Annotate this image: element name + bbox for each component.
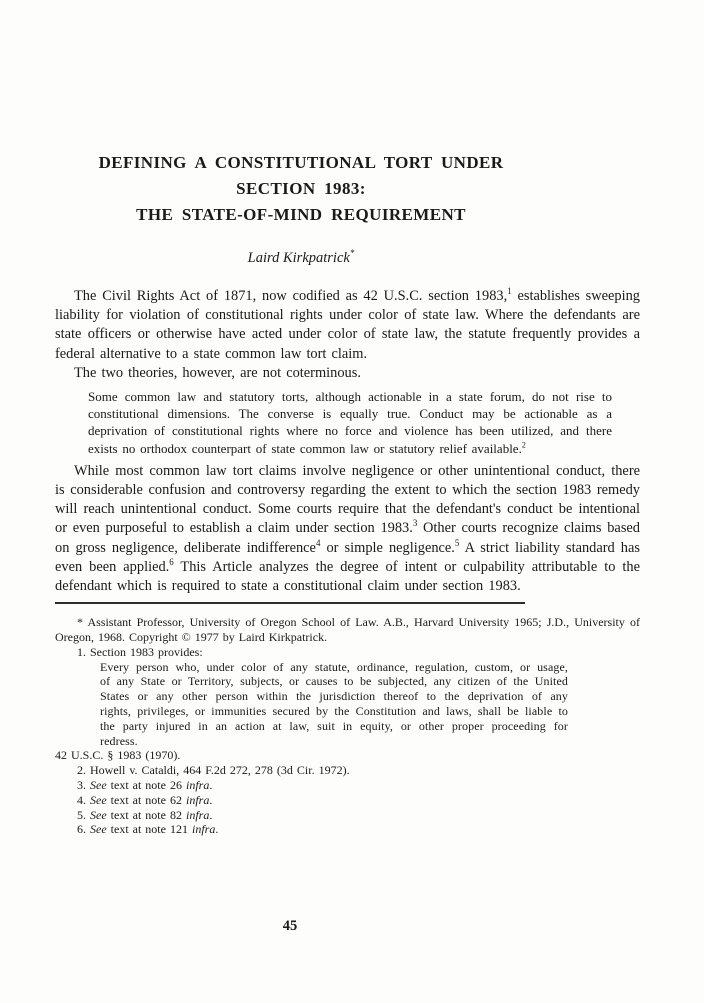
article-title xyxy=(55,150,547,228)
footnote-item: * Assistant Professor, University of Oregon School of Law. A.B., Harvard University 1965; J.D., University of Oregon, 1968. Copyright © 1977 by Laird Kirkpatrick. xyxy=(55,615,640,645)
author-byline xyxy=(55,250,547,267)
body-paragraph: The two theories, however, are not coterminous. xyxy=(74,364,361,381)
title-line-2: SECTION 1983: xyxy=(236,179,366,198)
body-paragraph: While most common law tort claims involve negligence or other unintentional conduct, there is considerable confusion and controversy regarding the extent to which the section 1983 remedy will reach unintentional conduct. Some courts require that the defendant's conduct be intentional or even purposeful to establish a claim under section 1983.$^3$ Other courts recognize claims based on gross negligence, deliberate indifference$^4$ or simple negligence.$^5$ A strict liability standard has even been applied.$^6$ This Article analyzes the degree of intent or culpability attributable to the defendant which is required to state a constitutional claim under section 1983. xyxy=(55,462,641,595)
footnote-item: 5. See text at note 82 infra. xyxy=(77,807,213,822)
footnote-item: 4. See text at note 62 infra. xyxy=(77,792,213,807)
author-footnote-marker: * xyxy=(349,248,355,259)
footnote-item: Every person who, under color of any statute, ordinance, regulation, custom, or usage, of any State or Territory, subjects, or causes to be subjected, any citizen of the United States or any other person within the jurisdiction thereof to the deprivation of any rights, privileges, or immunities secured by the Constitution and laws, shall be liable to the party injured in an action at law, suit in equity, or other proper proceeding for redress. xyxy=(100,659,568,748)
page-number: 45 xyxy=(282,918,298,934)
footnote-item: 1. Section 1983 provides: xyxy=(77,644,203,659)
page-content xyxy=(55,150,640,837)
footnote-item: 3. See text at note 26 infra. xyxy=(77,778,213,793)
article-body xyxy=(55,287,640,596)
body-paragraph: Some common law and statutory torts, although actionable in a state forum, do not rise to constitutional dimensions. The converse is equally true. Conduct may be actionable as a deprivation of constitutional rights where no force and violence has been utilized, and there exists no orthodox counterpart of state common law or statutory relief available.$^2$ xyxy=(88,389,612,456)
body-paragraph: The Civil Rights Act of 1871, now codified as 42 U.S.C. section 1983,$^1$ establishes sweeping liability for violation of constitutional rights under color of state law. Where the defendants are state officers or otherwise have acted under color of state law, the statute frequently provides a federal alternative to a state common law tort claim. xyxy=(55,286,640,362)
footnote-separator-rule xyxy=(55,602,525,604)
footnote-item: 2. Howell v. Cataldi, 464 F.2d 272, 278 (3d Cir. 1972). xyxy=(77,763,350,778)
title-line-3: THE STATE-OF-MIND REQUIREMENT xyxy=(136,205,466,224)
footnote-item: 6. See text at note 121 infra. xyxy=(77,822,219,837)
footnote-item: 42 U.S.C. § 1983 (1970). xyxy=(55,748,181,763)
title-line-1: DEFINING A CONSTITUTIONAL TORT UNDER xyxy=(98,153,504,172)
footnotes-block xyxy=(55,615,640,837)
author-name: Laird Kirkpatrick xyxy=(247,250,350,266)
